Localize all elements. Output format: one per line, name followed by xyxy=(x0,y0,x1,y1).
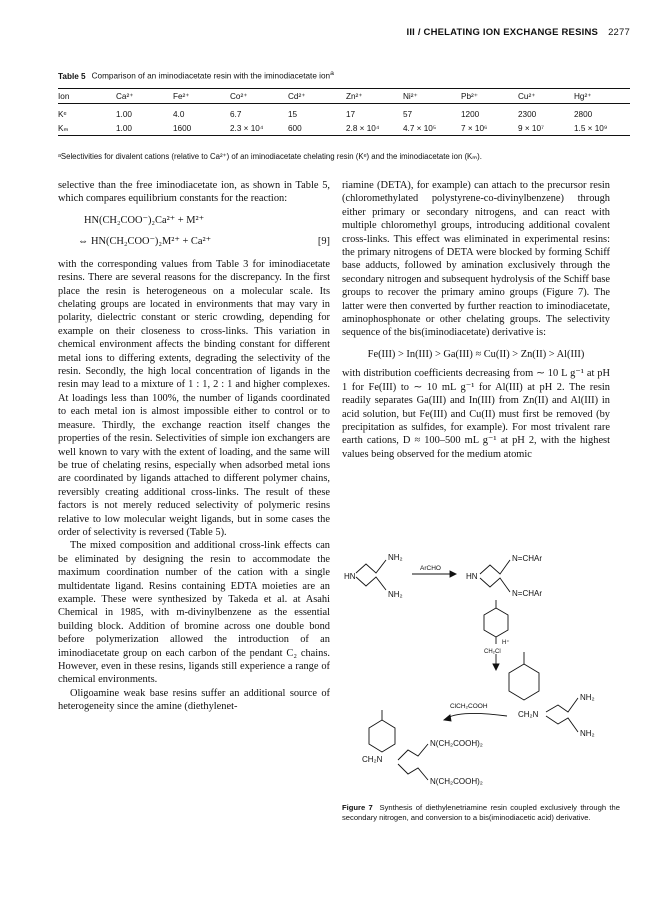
reaction-scheme-drawing xyxy=(342,540,620,800)
figure-label: Figure 7 xyxy=(342,803,373,812)
table-cell: 15 xyxy=(288,110,298,119)
table-cell: 2.3 × 10⁴ xyxy=(230,123,264,133)
table-header-cell: Zn²⁺ xyxy=(346,92,363,101)
bond-line xyxy=(480,578,510,592)
table-header-cell: Co²⁺ xyxy=(230,92,248,101)
left-column xyxy=(58,179,330,714)
bond-line xyxy=(546,698,578,712)
table-cell: 1.00 xyxy=(116,110,132,119)
figure-caption xyxy=(342,803,620,823)
table-header-cell: Cd²⁺ xyxy=(288,92,306,101)
label-nh2: NH₂ xyxy=(580,729,595,738)
label-nh2: NH₂ xyxy=(388,590,403,599)
table-cell: 17 xyxy=(346,110,356,119)
header-title: III / CHELATING ION EXCHANGE RESINS xyxy=(406,27,599,38)
table-row xyxy=(58,121,630,136)
table-cell: 2800 xyxy=(574,110,593,119)
equation-part: ⇔ HN(CH₂COO⁻)₂M²⁺ + Ca²⁺ xyxy=(78,235,212,247)
table-header-cell: Ni²⁺ xyxy=(403,92,418,101)
label-imine: N=CHAr xyxy=(512,554,543,563)
label-nh2: NH₂ xyxy=(388,553,403,562)
label-acid: H⁺ xyxy=(502,640,510,646)
figure-7-scheme xyxy=(342,540,620,800)
label-ch2n: CH₂N xyxy=(362,755,383,764)
arrow-line xyxy=(447,713,507,718)
running-header xyxy=(406,27,630,38)
bond-line xyxy=(356,577,386,590)
label-hn: HN xyxy=(466,572,478,581)
label-iminodiacetate: N(CH₂COOH)₂ xyxy=(430,777,483,786)
table-header-cell: Ca²⁺ xyxy=(116,92,134,101)
arrowhead xyxy=(444,715,451,721)
table-cell: 4.0 xyxy=(173,110,185,119)
paragraph: riamine (DETA), for example) can attach to the precursor resin (chloromethylated polystyrene-co-divinylbenzene) through either primary or secondary nitrogens, and can react with multiple chloromethyl groups, introducing additional covalent cross-links. This effect was eliminated in experimental resins: the primary nitrogens of DETA were blocked by forming Schiff base adducts, followed by amination exclusively through the secondary nitrogen and subsequent hydrolysis of the Schiff base groups to recover the primary amino groups (Figure 7). The latter were then converted by further reaction to iminodiacetate, aminophosphonate or other chelating groups. The selectivity sequence of the bis(iminodiacetate) derivative is: xyxy=(342,180,610,339)
equation-line xyxy=(58,214,330,231)
comparison-table xyxy=(58,88,630,136)
arrowhead xyxy=(493,664,499,670)
table-label: Table 5 xyxy=(58,71,86,81)
selectivity-sequence: Fe(III) > In(III) > Ga(III) ≈ Cu(II) > Zn(II) > Al(III) xyxy=(367,348,585,360)
right-column xyxy=(342,179,610,461)
table-header-cell: Hg²⁺ xyxy=(574,92,592,101)
table-cell: 57 xyxy=(403,110,413,119)
table-header-row xyxy=(58,89,630,104)
table-caption-text: Comparison of an iminodiacetate resin with the iminodiacetate ion xyxy=(91,71,331,81)
arrowhead xyxy=(450,571,456,577)
label-reagent: ArCHO xyxy=(420,565,441,572)
label-chloromethyl: CH₂Cl xyxy=(484,649,501,655)
equation-part: HN(CH₂COO⁻)₂Ca²⁺ + M²⁺ xyxy=(84,214,205,226)
table-cell: 7 × 10⁶ xyxy=(461,123,488,133)
table-cell: 1600 xyxy=(173,123,192,133)
table-caption xyxy=(58,70,334,81)
table-cell: 600 xyxy=(288,123,302,133)
bond-line xyxy=(480,560,510,574)
table-header-cell: Ion xyxy=(58,91,70,101)
table-row xyxy=(58,104,630,122)
table-cell: 1.00 xyxy=(116,123,132,133)
label-hn: HN xyxy=(344,572,356,581)
table-cell: 2.8 × 10⁴ xyxy=(346,123,380,133)
bond-line xyxy=(398,744,428,760)
paragraph: with distribution coefficients decreasing from ∼ 10 L g⁻¹ at pH 1 for Fe(III) to ∼ 10 mL g⁻¹ for Al(III) at pH 2. The resin readily separates Ga(III) and In(III) from Zn(II) and Al(III) in acid solution, but Fe(III) and Cu(II) must first be removed (by precipitation as sulfides, for example). For most trivalent rare earth cations, D ≈ 100–500 mL g⁻¹ at pH 2, with the highest values being observed for the medium atomic xyxy=(342,368,610,460)
paragraph: The mixed composition and additional cross-link effects can be eliminated by designing the resin to accommodate the maximum coordination number of the cation with a single multidentate ligand. Resins containing EDTA moieties are an example. These were synthesized by Takeda et al. at Asahi Chemical in 1985, with m-divinylbenzene as the essential building block. Addition of bromine across one double bond before polymerization allowed the introduction of an iminodiacetate group on each carbon of the pendant C₂ chains. However, even in these resins, ligands still experience a range of chemical environments. xyxy=(58,540,330,686)
benzene-ring xyxy=(484,608,508,637)
paragraph: with the corresponding values from Table 3 for iminodiacetate resins. There are several reasons for the discrepancy. In the first place the resin is heterogeneous on a molecular scale. Its chelating groups are located in environments that may vary in polarity, dielectric constant or steric crowding, depending for example on their closeness to cross-links. This variation in chemical environment affects the binding constant for different metal ions to differing extents, degrading the selectivity of the resin. Secondly, the high local concentration of ligands in the resin may lead to a mixture of 1 : 1, 2 : 1 and higher complexes. At loadings less than 100%, the number of ligands coordinated to each metal ion is almost impossible either to control or to measure. Thirdly, the exchange reaction itself changes the properties of the resin. Selectivities of simple ion exchangers are well known to vary with the extent of loading, and the same will be true of chelating resins, especially when adsorbed metal ions are coordinated by ligands attached to different polymer chains, reversibly creating additional cross-links. The result of these factors is not merely reduced selectivity of polymeric resins relative to low molecular weight ligands, but in some cases the order of selectivity is reversed (Table 5). xyxy=(58,258,330,538)
table-cell: 6.7 xyxy=(230,110,242,119)
label-ch2n: CH₂N xyxy=(518,710,539,719)
label-imine: N=CHAr xyxy=(512,589,543,598)
page-number: 2277 xyxy=(608,27,630,38)
table-header-cell: Cu²⁺ xyxy=(518,92,536,101)
equation-line xyxy=(58,235,330,252)
table-footnote: ᵃSelectivities for divalent cations (relative to Ca²⁺) of an iminodiacetate chelating resin (Kᵉ) and the iminodiacetate ion (Kₘ). xyxy=(58,152,482,161)
paragraph: selective than the free iminodiacetate ion, as shown in Table 5, which compares equilibrium constants for the reaction: xyxy=(58,180,330,205)
table-cell: Kᵉ xyxy=(58,110,67,119)
equation-number: [9] xyxy=(317,235,330,247)
bond-line xyxy=(546,716,578,732)
table-caption-mark: a xyxy=(330,70,334,77)
bond-line xyxy=(356,560,386,573)
benzene-ring xyxy=(369,720,395,752)
benzene-ring xyxy=(509,664,539,700)
table-header-cell: Fe²⁺ xyxy=(173,92,190,101)
table-cell: 9 × 10⁷ xyxy=(518,123,544,133)
figure-caption-text: Synthesis of diethylenetriamine resin coupled exclusively through the secondary nitrogen, and conversion to a bis(iminodiacetic acid) derivative. xyxy=(342,803,620,822)
table-header-cell: Pb²⁺ xyxy=(461,92,479,101)
table-cell: 2300 xyxy=(518,110,537,119)
table-cell: 1.5 × 10⁹ xyxy=(574,123,608,133)
label-chloroacetic-acid: ClCH₂COOH xyxy=(450,703,488,710)
table-cell: 4.7 × 10⁵ xyxy=(403,123,437,133)
table-cell: Kₘ xyxy=(58,124,69,133)
paragraph: Oligoamine weak base resins suffer an additional source of heterogeneity since the amine (diethylenet- xyxy=(58,687,330,713)
bond-line xyxy=(398,764,428,780)
label-nh2: NH₂ xyxy=(580,693,595,702)
label-iminodiacetate: N(CH₂COOH)₂ xyxy=(430,739,483,748)
table-cell: 1200 xyxy=(461,110,480,119)
